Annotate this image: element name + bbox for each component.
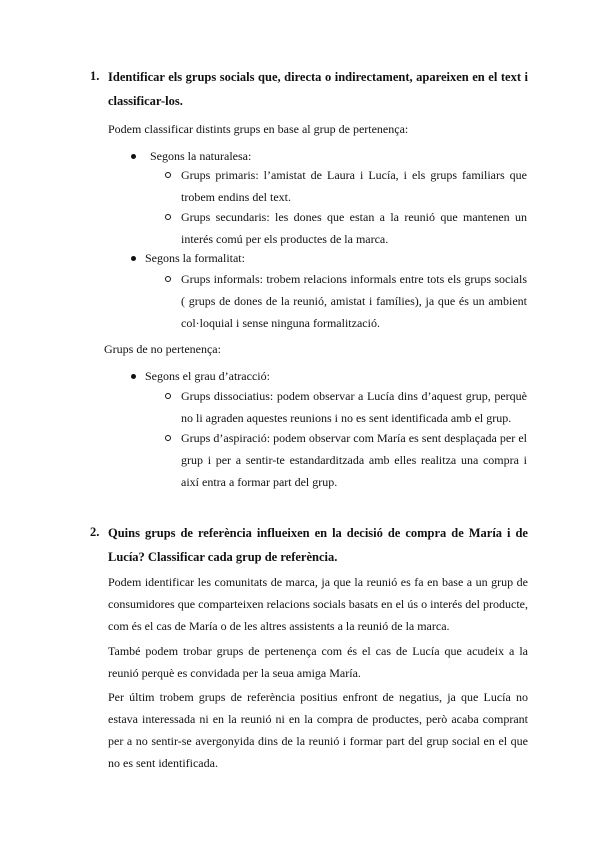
question-number: 1. (90, 69, 100, 83)
question-title: Quins grups de referència influeixen en la decisió de compra de María i de Lucía? Classificar cada grup de referència. (108, 526, 528, 564)
paragraph: Per últim trobem grups de referència positius enfront de negatius, ja que Lucía no estava interessada ni en la reunió ni en la compra de productes, però acaba comprant per a no sentir-se avergonyida dins de la reunió i formar part del grup social en el que no es sent identificada. (108, 690, 528, 770)
circle-bullet-icon (165, 276, 171, 282)
intro-paragraph: Podem classificar distints grups en base al grup de pertenença: (108, 122, 409, 136)
circle-bullet-icon (165, 435, 171, 441)
section-label: Grups de no pertenença: (104, 342, 221, 356)
bullet-label: Segons el grau d’atracció: (145, 369, 270, 383)
bullet-label: Segons la formalitat: (145, 251, 245, 265)
paragraph: Podem identificar les comunitats de marca, ja que la reunió es fa en base a un grup de consumidores que comparteixen relacions socials basats en el ús o interés del producte, com és el cas de María o de les altres assistents a la reunió de la marca. (108, 575, 528, 633)
sub-item-text: Grups primaris: l’amistat de Laura i Lucía, i els grups familiars que trobem endins del text. (181, 168, 527, 204)
question-title: Identificar els grups socials que, directa o indirectament, apareixen en el text i classificar-los. (108, 70, 528, 108)
question-number: 2. (90, 525, 100, 539)
circle-bullet-icon (165, 172, 171, 178)
circle-bullet-icon (165, 214, 171, 220)
bullet-icon (131, 256, 136, 261)
sub-item-text: Grups secundaris: les dones que estan a la reunió que mantenen un interés comú per els productes de la marca. (181, 210, 527, 246)
bullet-label: Segons la naturalesa: (150, 149, 252, 163)
paragraph: També podem trobar grups de pertenença com és el cas de Lucía que acudeix a la reunió perquè es convidada per la seua amiga María. (108, 644, 528, 680)
sub-item-text: Grups dissociatius: podem observar a Lucía dins d’aquest grup, perquè no li agraden aquestes reunions i no es sent identificada amb el grup. (181, 389, 527, 425)
sub-item-text: Grups d’aspiració: podem observar com María es sent desplaçada per el grup i per a sentir-te estandarditzada amb elles realitza una compra i així entra a formar part del grup. (181, 431, 527, 489)
sub-item-text: Grups informals: trobem relacions informals entre tots els grups socials ( grups de dones de la reunió, amistat i famílies), ja que és un ambient col·loquial i sense ninguna formalització. (181, 272, 527, 330)
bullet-icon (131, 374, 136, 379)
circle-bullet-icon (165, 393, 171, 399)
bullet-icon (131, 154, 136, 159)
